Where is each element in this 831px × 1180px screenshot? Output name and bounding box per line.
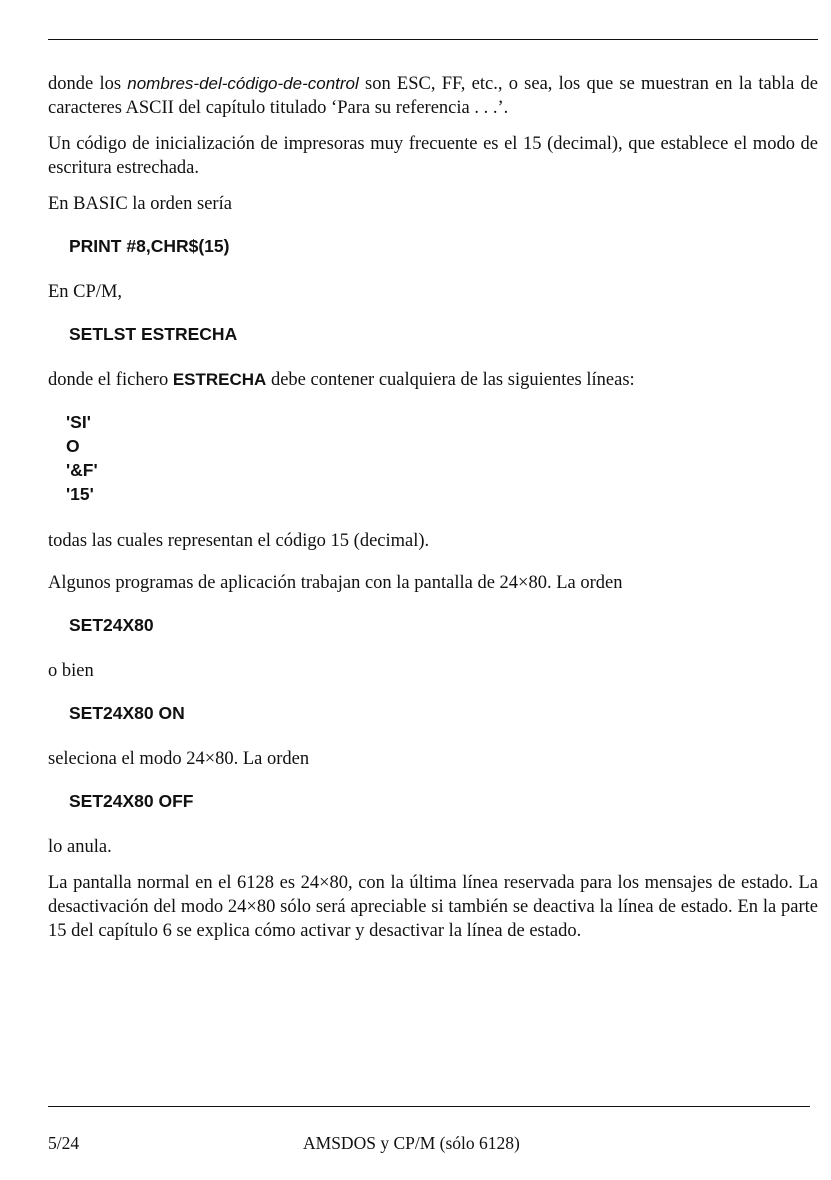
page-number: 5/24 <box>48 1133 80 1153</box>
paragraph-all-represent: todas las cuales representan el código 15 (decimal). <box>48 531 430 551</box>
paragraph-estrecha-file: donde el fichero ESTRECHA debe contener cualquiera de las siguientes líneas: <box>48 370 635 390</box>
paragraph-init-code: Un código de inicialización de impresoras muy frecuente es el 15 (decimal), que establece el modo de escritura estrechada. <box>48 134 818 178</box>
paragraph-o-bien: o bien <box>48 661 94 681</box>
code-basic-print: PRINT #8,CHR$(15) <box>69 236 230 256</box>
code-line-hex: '&F' <box>66 460 98 480</box>
code-line-o: O <box>66 436 80 456</box>
paragraph-basic-order: En BASIC la orden sería <box>48 194 232 214</box>
code-line-15: '15' <box>66 484 94 504</box>
code-setlst: SETLST ESTRECHA <box>69 324 238 344</box>
paragraph-cpm: En CP/M, <box>48 282 123 302</box>
code-line-si: 'SI' <box>66 412 91 432</box>
code-set24x80-on: SET24X80 ON <box>69 703 185 723</box>
estrecha-file-name: ESTRECHA <box>172 370 267 389</box>
page-body <box>48 72 818 955</box>
paragraph-normal-screen: La pantalla normal en el 6128 es 24×80, con la última línea reservada para los mensajes de estado. La desactivación del modo 24×80 sólo será apreciable si también se deactiva la línea de estado. En la parte 15 del capítulo 6 se explica cómo activar y desactivar la línea de estado. <box>48 873 818 941</box>
control-code-names-term: nombres-del-código-de-control <box>127 74 359 93</box>
paragraph-apps-24x80: Algunos programas de aplicación trabajan con la pantalla de 24×80. La orden <box>48 573 623 593</box>
paragraph-cancels: lo anula. <box>48 837 112 857</box>
page-footer <box>0 1128 831 1158</box>
code-line-list <box>66 410 818 506</box>
code-set24x80-off: SET24X80 OFF <box>69 791 194 811</box>
code-set24x80: SET24X80 <box>69 615 154 635</box>
top-rule <box>48 39 818 40</box>
paragraph-control-codes: donde los nombres-del-código-de-control son ESC, FF, etc., o sea, los que se muestran en la tabla de caracteres ASCII del capítulo titulado ‘Para su referencia . . .’. <box>48 74 818 118</box>
bottom-rule <box>48 1106 810 1107</box>
paragraph-selects-mode: seleciona el modo 24×80. La orden <box>48 749 310 769</box>
footer-title: AMSDOS y CP/M (sólo 6128) <box>303 1133 520 1153</box>
